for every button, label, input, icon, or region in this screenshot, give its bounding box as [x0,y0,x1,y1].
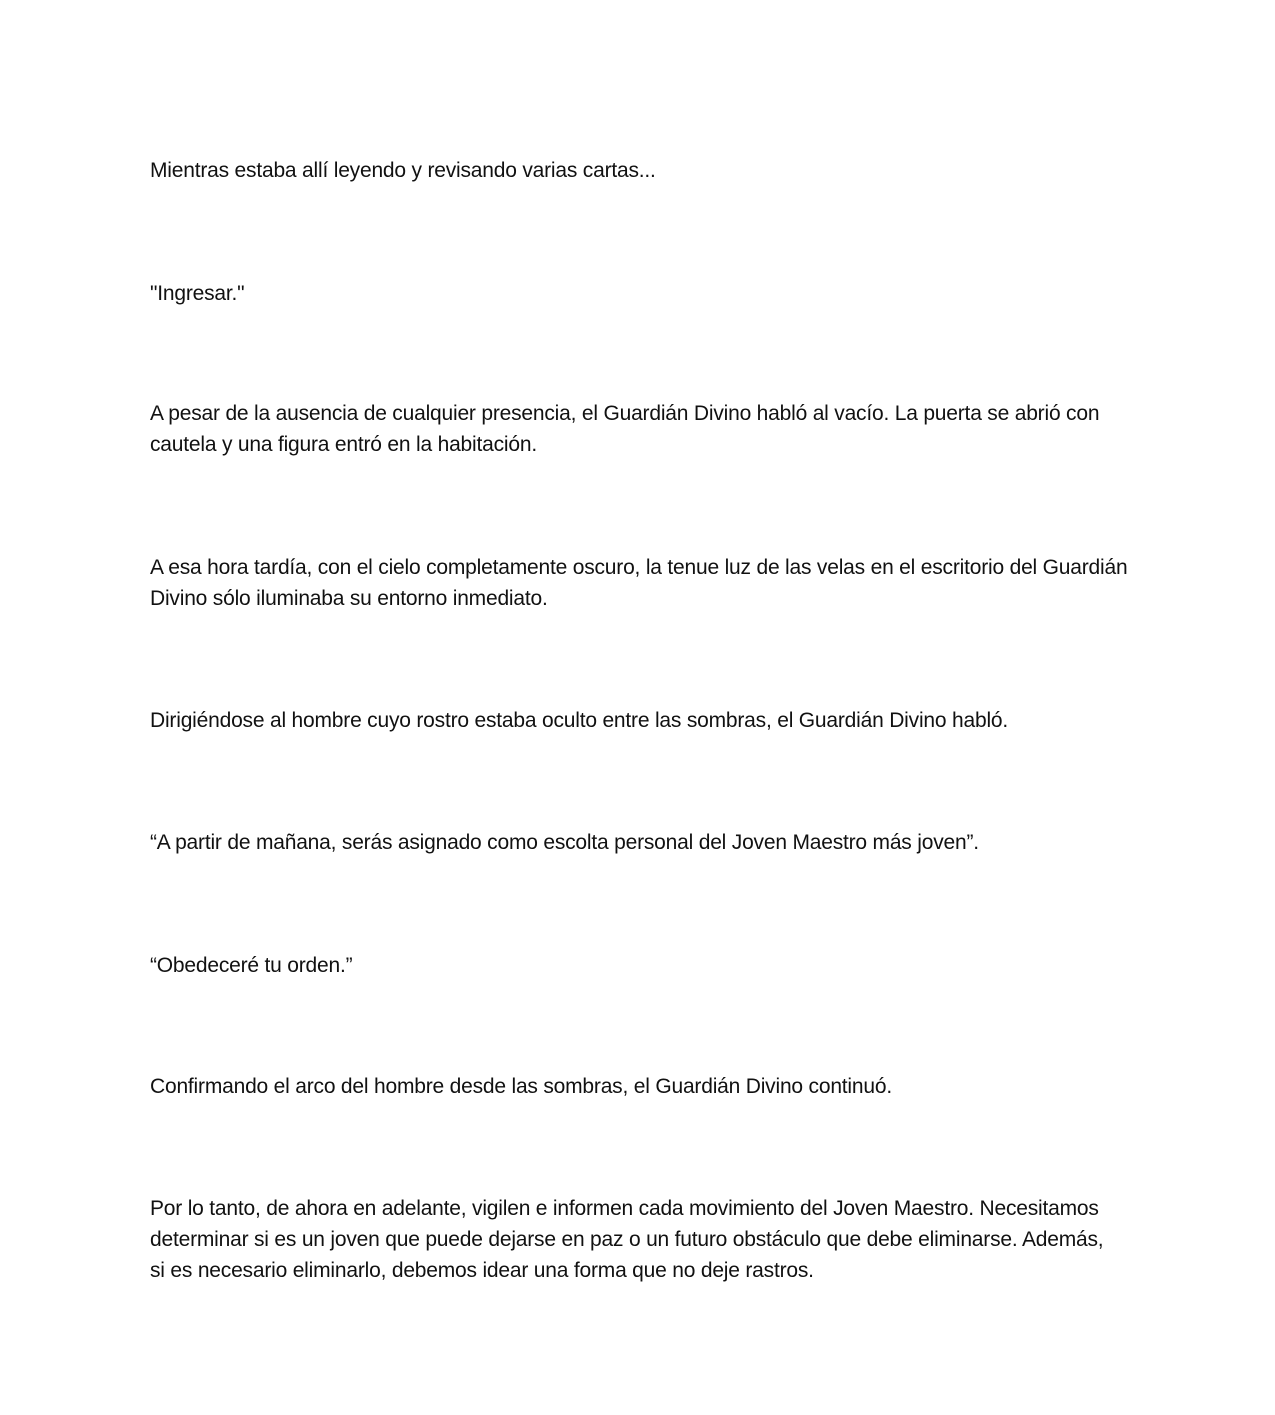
paragraph-7: “Obedeceré tu orden.” [150,954,353,977]
paragraph-1: Mientras estaba allí leyendo y revisando varias cartas... [150,159,656,182]
paragraph-2: "Ingresar." [150,282,245,305]
paragraph-8: Confirmando el arco del hombre desde las sombras, el Guardián Divino continuó. [150,1075,892,1098]
paragraph-5: Dirigiéndose al hombre cuyo rostro estaba oculto entre las sombras, el Guardián Divino habló. [150,709,1009,732]
paragraph-9: Por lo tanto, de ahora en adelante, vigilen e informen cada movimiento del Joven Maestro. Necesitamos determinar si es un joven que puede dejarse en paz o un futuro obstáculo que debe eliminarse. Además, si es necesario eliminarlo, debemos idear una forma que no deje rastros. [150,1197,1104,1282]
paragraph-6: “A partir de mañana, serás asignado como escolta personal del Joven Maestro más joven”. [150,831,979,854]
paragraph-3: A pesar de la ausencia de cualquier presencia, el Guardián Divino habló al vacío. La puerta se abrió con cautela y una figura entró en la habitación. [150,402,1100,456]
paragraph-4: A esa hora tardía, con el cielo completamente oscuro, la tenue luz de las velas en el escritorio del Guardián Divino sólo iluminaba su entorno inmediato. [150,556,1128,610]
